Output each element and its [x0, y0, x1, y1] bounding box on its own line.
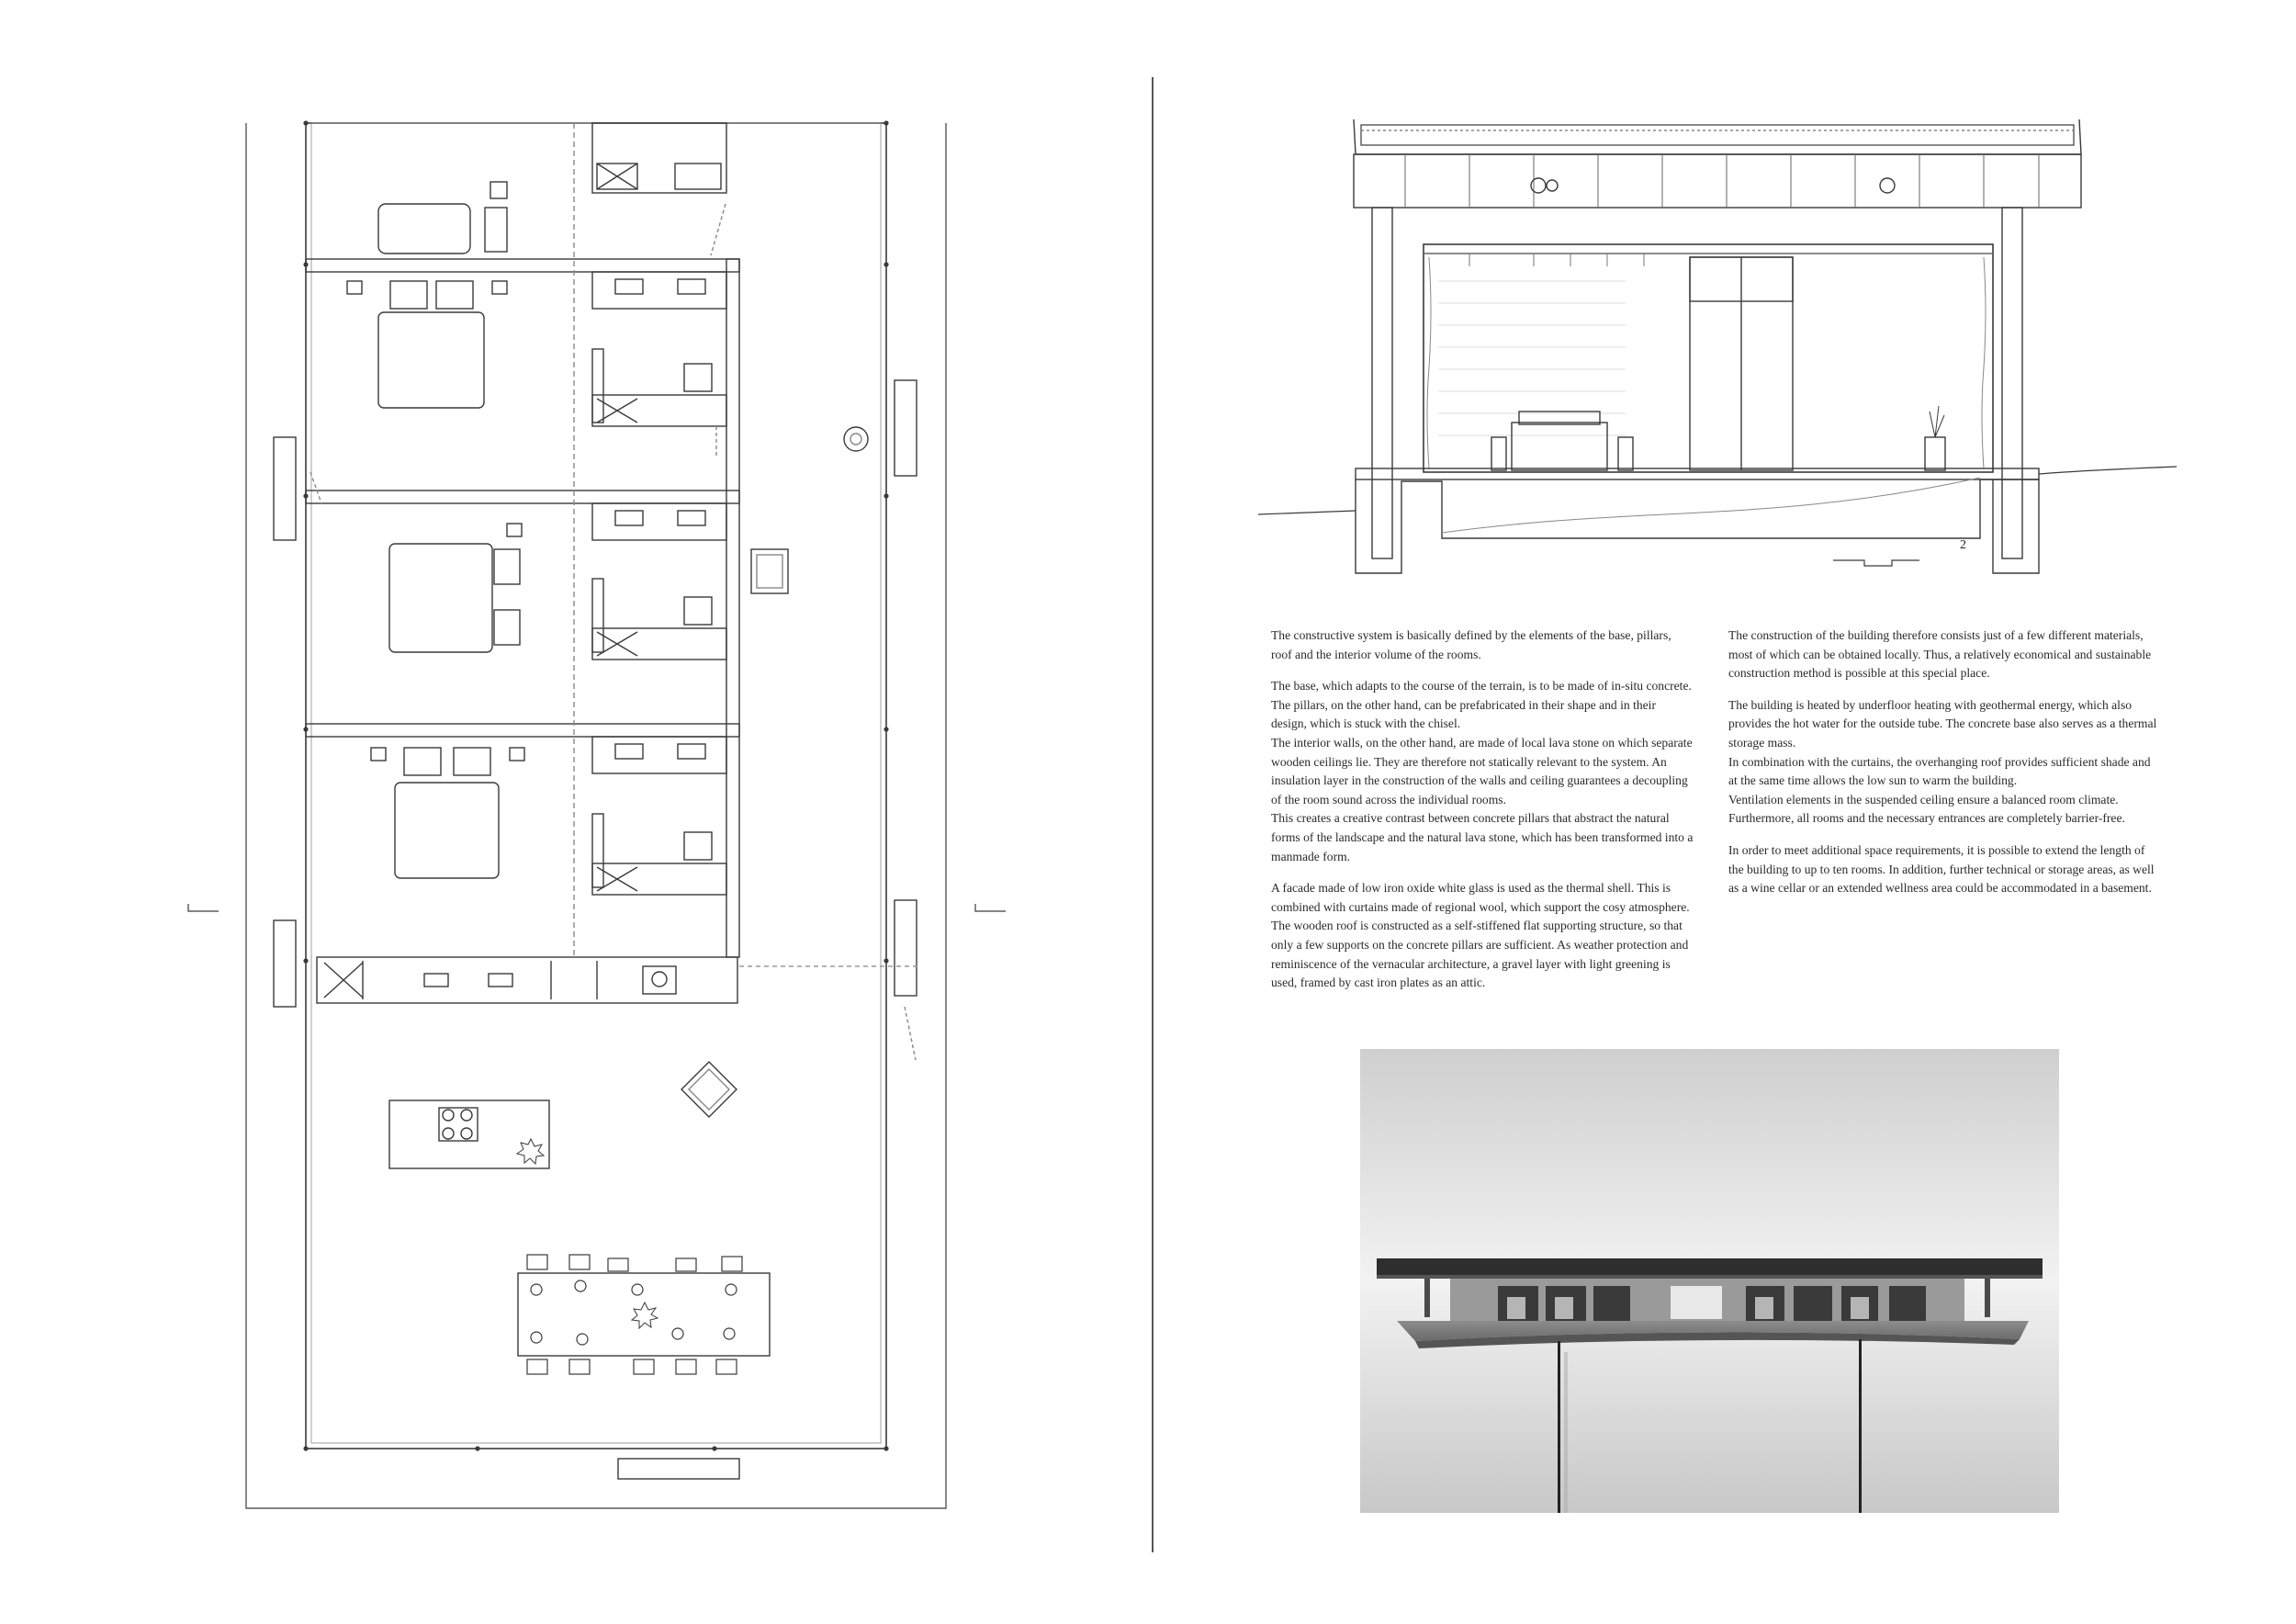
- plant-outdoor: [844, 427, 868, 451]
- model-photo: [1360, 1049, 2059, 1513]
- text-column-left: [1271, 626, 1694, 1006]
- paragraph: The base, which adapts to the course of the terrain, is to be made of in-situ concrete. The pillars, on the other hand, can be prefabricated in their shape and in their design, which is stuck with the chisel. The interior walls, on the other hand, are made of local lava stone on which separate wooden ceilings lie. They are therefore not statically relevant to the system. An insulation layer in the construction of the walls and ceiling guarantees a decoupling of the room sound across the individual rooms. This creates a creative contrast between concrete pillars that abstract the natural forms of the landscape and the natural lava stone, which has been transformed into a manmade form.: [1271, 679, 1694, 863]
- bedroom-3: [371, 737, 726, 895]
- paragraph: The building is heated by underfloor heating with geothermal energy, which also provides the hot water for the outside tube. The concrete base also serves as a thermal storage mass. In combination with the curtains, the overhanging roof provides sufficient shade and at the same time allows the low sun to warm the building. Ventilation elements in the suspended ceiling ensure a balanced room climate. Furthermore, all rooms and the necessary entrances are completely barrier-free.: [1728, 697, 2157, 826]
- pillar-right: [2002, 208, 2022, 558]
- paragraph: A facade made of low iron oxide white glass is used as the thermal shell. This is combined with curtains made of regional wool, which support the cosy atmosphere. The wooden roof is constructed as a self-stiffened flat supporting structure, so that only a few supports on the concrete pillars are sufficient. As weather protection and reminiscence of the vernacular architecture, a gravel layer with light greening is used, framed by cast iron plates as an attic.: [1271, 881, 1690, 990]
- building-outline: [306, 123, 886, 1449]
- terrain-line: [1258, 511, 1356, 514]
- bench-left-1: [274, 437, 296, 540]
- building-section: [1258, 110, 2177, 588]
- dining-table: [518, 1273, 770, 1356]
- top-pillow: [378, 204, 470, 254]
- paragraph: The constructive system is basically defined by the elements of the base, pillars, roof and the interior volume of the rooms.: [1271, 628, 1671, 661]
- armchair: [681, 1062, 737, 1117]
- site-boundary: [246, 123, 946, 1508]
- bedroom-2: [389, 503, 726, 660]
- pillar-left: [1372, 208, 1392, 558]
- bedroom-1: [347, 272, 726, 456]
- section-bed: [1512, 423, 1607, 470]
- interior-volume: [1424, 244, 1993, 472]
- model-roof: [1377, 1258, 2043, 1277]
- bench-left-2: [274, 920, 296, 1007]
- page-divider: [1152, 77, 1154, 1552]
- section-number: 2: [1960, 538, 1966, 552]
- bench-right-2: [895, 900, 917, 996]
- bench-right-1: [895, 380, 917, 476]
- paragraph: In order to meet additional space requirements, it is possible to extend the length of the building to up to ten rooms. In addition, further technical or storage areas, as well as a wine cellar or an extended wellness area could be accommodated in a basement.: [1728, 842, 2155, 896]
- paragraph: The construction of the building therefore consists just of a few different materials, most of which can be obtained locally. Thus, a relatively economical and sustainable construction method is possible at this special place.: [1728, 628, 2152, 681]
- entrance-mat: [618, 1459, 739, 1479]
- text-column-right: [1728, 626, 2160, 911]
